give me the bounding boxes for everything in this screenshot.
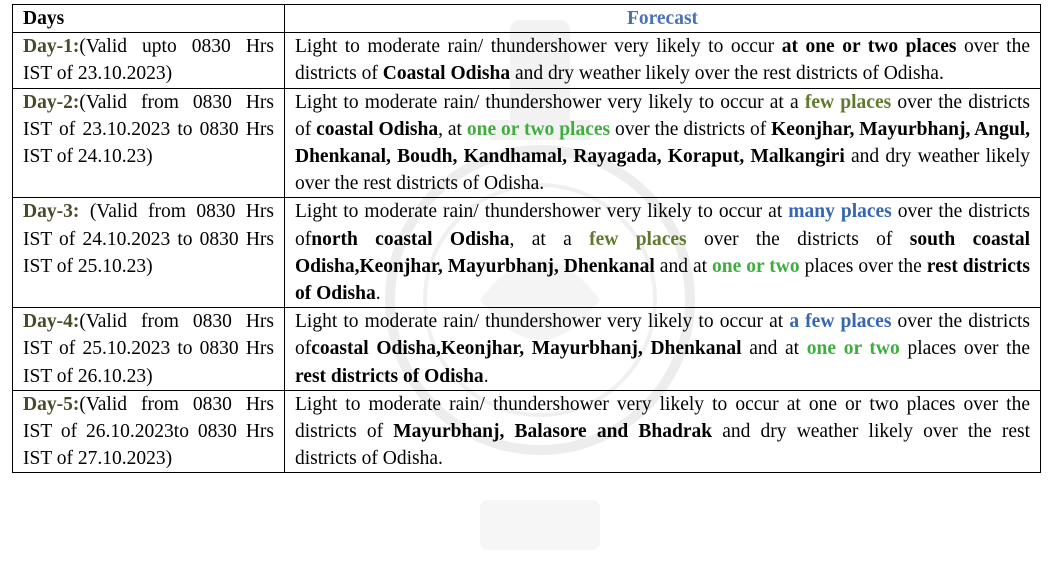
forecast-text: and dry weather likely over the rest districts of Odisha. bbox=[295, 421, 1030, 470]
forecast-text: . bbox=[375, 283, 381, 305]
forecast-text: over the districts of bbox=[610, 118, 772, 140]
forecast-text: Light to moderate rain/ thundershower very likely to occur at one or two places over the districts of bbox=[295, 393, 1030, 443]
forecast-text: , at bbox=[438, 118, 467, 140]
forecast-cell bbox=[285, 88, 1041, 198]
day-validity: (Valid from 0830 Hrs IST of 26.10.2023to 0830 Hrs IST of 27.10.2023) bbox=[23, 393, 274, 470]
forecast-table bbox=[12, 4, 1041, 473]
day-validity: (Valid from 0830 Hrs IST of 23.10.2023 to 0830 Hrs IST of 24.10.23) bbox=[23, 91, 274, 168]
day-cell bbox=[13, 198, 285, 308]
day-cell bbox=[13, 33, 285, 88]
day-label: Day-1: bbox=[23, 36, 80, 58]
forecast-highlight: Keonjhar, Mayurbhanj, Angul, Dhenkanal, Boudh, Kandhamal, Rayagada, Koraput, Malkangiri bbox=[295, 118, 1030, 168]
forecast-text: and dry weather likely over the rest districts of Odisha. bbox=[510, 63, 944, 85]
forecast-highlight: north coastal Odisha bbox=[311, 228, 510, 250]
forecast-highlight: Mayurbhanj, Balasore and Bhadrak bbox=[393, 421, 713, 443]
forecast-cell bbox=[285, 390, 1041, 473]
forecast-text: over the districts of bbox=[686, 228, 910, 250]
forecast-text: over the districts of bbox=[295, 91, 1030, 140]
forecast-text: Light to moderate rain/ thundershower very likely to occur bbox=[295, 36, 782, 58]
forecast-highlight: few places bbox=[589, 228, 687, 250]
day-cell bbox=[13, 308, 285, 391]
forecast-highlight: rest districts of Odisha bbox=[295, 255, 1030, 305]
forecast-text: places over the bbox=[899, 338, 1030, 360]
table-row bbox=[13, 308, 1041, 391]
forecast-text: and dry weather likely over the rest districts of Odisha. bbox=[295, 146, 1031, 195]
forecast-cell bbox=[285, 33, 1041, 88]
forecast-highlight: one or two bbox=[806, 338, 900, 360]
forecast-text: and at bbox=[741, 338, 807, 360]
table-row bbox=[13, 198, 1041, 308]
forecast-highlight: a few places bbox=[789, 311, 892, 333]
forecast-text: over the districts of bbox=[295, 311, 1030, 360]
forecast-highlight: one or two places bbox=[466, 118, 611, 140]
forecast-highlight: at one or two places bbox=[781, 36, 957, 58]
forecast-text: Light to moderate rain/ thundershower very likely to occur at bbox=[295, 201, 789, 223]
table-row bbox=[13, 390, 1041, 473]
forecast-text: places over the bbox=[799, 255, 927, 277]
day-cell bbox=[13, 390, 285, 473]
forecast-text: over the districts of bbox=[295, 36, 1031, 85]
forecast-text: over the districts of bbox=[295, 201, 1031, 250]
forecast-text: and at bbox=[654, 255, 713, 277]
forecast-highlight: south coastal Odisha,Keonjhar, Mayurbhanj, Dhenkanal bbox=[295, 228, 1031, 277]
forecast-highlight: coastal Odisha,Keonjhar, Mayurbhanj, Dhenkanal bbox=[311, 338, 742, 360]
header-forecast: Forecast bbox=[285, 5, 1041, 33]
day-validity: (Valid from 0830 Hrs IST of 25.10.2023 to 0830 Hrs IST of 26.10.23) bbox=[23, 311, 274, 387]
day-label: Day-5: bbox=[23, 393, 80, 415]
forecast-highlight: Coastal Odisha bbox=[382, 63, 511, 85]
day-label: Day-3: bbox=[23, 201, 90, 223]
forecast-body bbox=[13, 33, 1041, 473]
day-cell bbox=[13, 88, 285, 198]
forecast-text: . bbox=[483, 365, 489, 387]
forecast-text: Light to moderate rain/ thundershower very likely to occur at bbox=[295, 311, 790, 333]
table-row bbox=[13, 33, 1041, 88]
forecast-text: , at a bbox=[509, 228, 590, 250]
forecast-highlight: few places bbox=[804, 91, 892, 113]
day-label: Day-4: bbox=[23, 311, 80, 333]
day-label: Day-2: bbox=[23, 91, 80, 113]
forecast-cell bbox=[285, 198, 1041, 308]
forecast-highlight: rest districts of Odisha bbox=[295, 365, 484, 387]
forecast-highlight: one or two bbox=[712, 255, 800, 277]
forecast-highlight: many places bbox=[788, 201, 892, 223]
table-row bbox=[13, 88, 1041, 198]
forecast-text: Light to moderate rain/ thundershower very likely to occur at a bbox=[295, 91, 805, 113]
day-validity: (Valid upto 0830 Hrs IST of 23.10.2023) bbox=[23, 36, 274, 85]
forecast-cell bbox=[285, 308, 1041, 391]
header-days: Days bbox=[13, 5, 285, 33]
forecast-highlight: coastal Odisha bbox=[316, 118, 439, 140]
header-row bbox=[13, 5, 1041, 33]
day-validity: (Valid from 0830 Hrs IST of 24.10.2023 to 0830 Hrs IST of 25.10.23) bbox=[23, 201, 274, 277]
